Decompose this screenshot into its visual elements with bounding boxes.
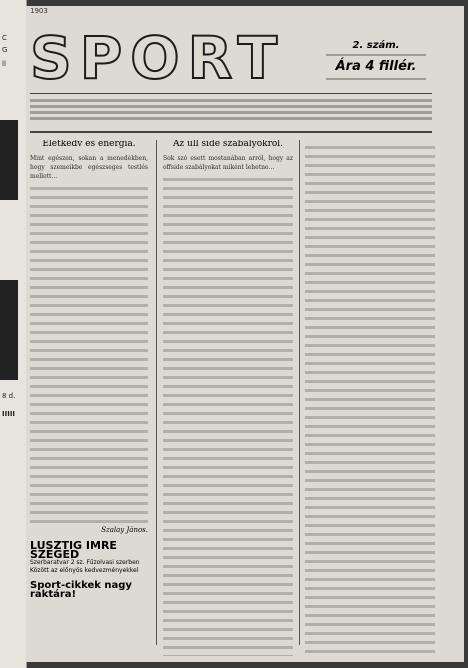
- adjacent-page-strip: [0, 0, 27, 668]
- adjacent-illustration: [0, 280, 18, 380]
- advertisement-1-title: LUSZTIG IMRE SZEGED: [30, 539, 117, 561]
- masthead-subheader-illegible: [30, 96, 432, 123]
- fragment-text: ll: [2, 60, 6, 68]
- column-3: [305, 140, 435, 656]
- fragment-text: IIIII: [2, 410, 16, 418]
- article-2-continued-illegible: [305, 146, 435, 656]
- column-rule: [156, 140, 157, 645]
- article-1-body-illegible: [30, 187, 148, 523]
- article-2-excerpt: Sok szó esett mostanában arról, hogy az offside szabályokat miként lehetne...: [163, 155, 293, 171]
- article-2-body-illegible: [163, 178, 293, 460]
- article-2-body-continued-illegible: [163, 520, 293, 656]
- advertisement-2-title: Sport-cikkek nagy raktára!: [30, 580, 132, 600]
- column-2: [163, 140, 293, 656]
- issue-misc-illegible: [326, 78, 426, 80]
- issue-price: Ára 4 fillér.: [335, 59, 417, 74]
- issue-info: [326, 40, 426, 83]
- column-rule: [299, 140, 300, 645]
- fragment-text: G: [2, 46, 8, 54]
- header-rule: [30, 131, 432, 133]
- article-2-inset-illegible: [163, 466, 293, 514]
- page-tag: 1903: [30, 7, 48, 15]
- advertisement-1-line: Szerbaratvar 2 sz. Fűzolvasi szerben: [30, 559, 140, 566]
- issue-date-illegible: [326, 54, 426, 56]
- issue-number: 2. szám.: [352, 40, 400, 51]
- masthead-title: SPORT: [30, 24, 286, 92]
- fragment-text: C: [2, 34, 7, 42]
- article-2-title: Az ull side szabályokról.: [172, 140, 284, 149]
- article-1-signature: Szalay János.: [101, 526, 148, 534]
- article-1-title: Életkedv és energia.: [42, 140, 136, 149]
- article-1-excerpt: Mint egészen, sokan a menedékben, hogy szemeikbe egészseges testlés mellett...: [30, 155, 148, 180]
- adjacent-illustration: [0, 120, 18, 200]
- column-1: [30, 140, 148, 656]
- fragment-text: 8 d.: [2, 392, 16, 400]
- header-rule: [30, 93, 432, 94]
- advertisement-1-line: Között az előnyös kedvezményekkel: [30, 567, 139, 574]
